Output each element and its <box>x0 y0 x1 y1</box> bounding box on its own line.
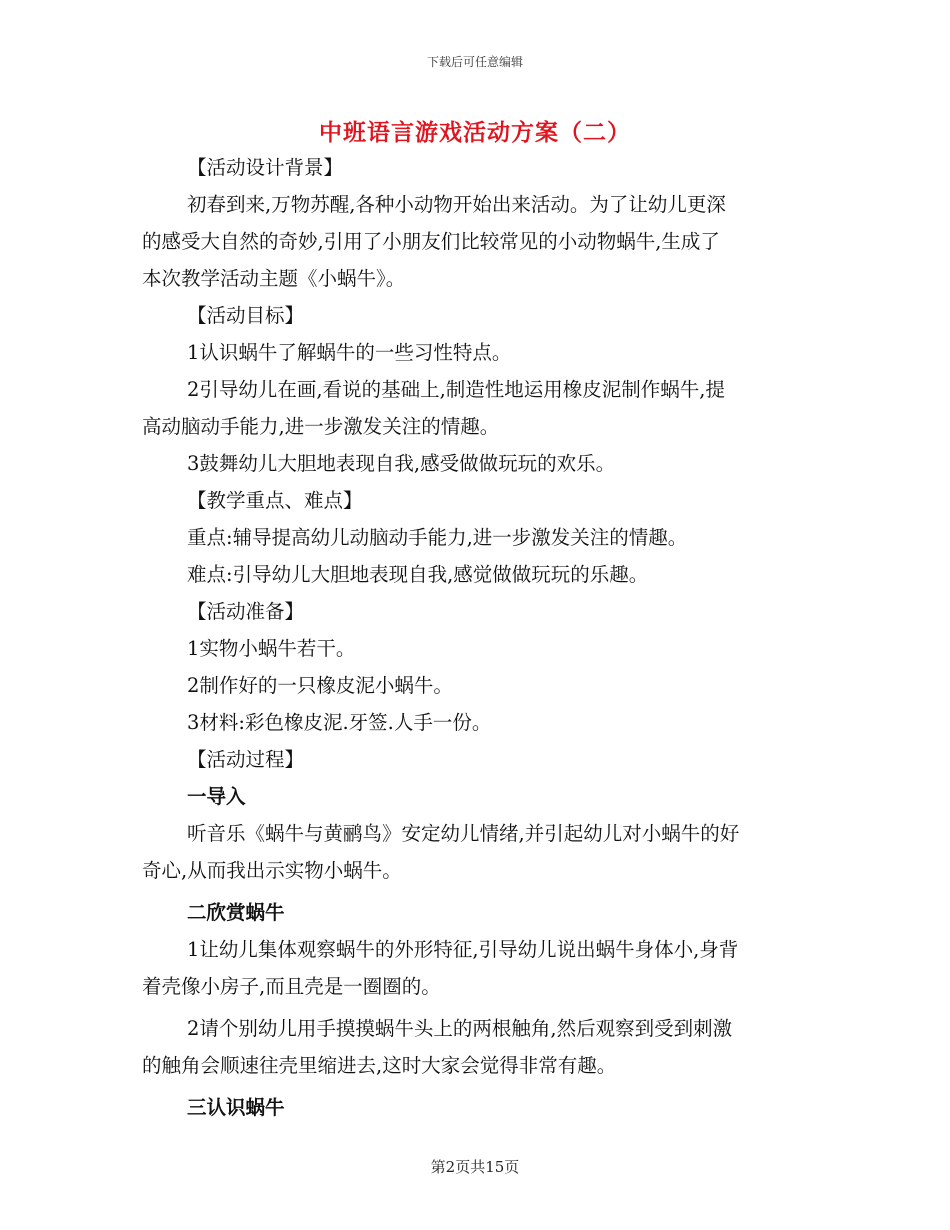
page-number: 第2页共15页 <box>430 1158 520 1176</box>
paragraph-line: 的触角会顺速往壳里缩进去,这时大家会觉得非常有趣。 <box>142 1054 617 1077</box>
subheading-recognize: 三认识蜗牛 <box>187 1096 285 1119</box>
paragraph-line: 1实物小蜗牛若干。 <box>187 637 356 660</box>
section-heading-background: 【活动设计背景】 <box>187 156 344 179</box>
paragraph-line: 的感受大自然的奇妙,引用了小朋友们比较常见的小动物蜗牛,生成了 <box>142 230 720 253</box>
subheading-appreciate: 二欣赏蜗牛 <box>187 901 285 924</box>
section-heading-process: 【活动过程】 <box>187 748 305 771</box>
paragraph-line: 重点:辅导提高幼儿动脑动手能力,进一步激发关注的情趣。 <box>187 526 688 549</box>
paragraph-line: 听音乐《蜗牛与黄鹂鸟》安定幼儿情绪,并引起幼儿对小蜗牛的好 <box>187 822 740 845</box>
paragraph-line: 2制作好的一只橡皮泥小蜗牛。 <box>187 674 453 697</box>
paragraph-line: 初春到来,万物苏醒,各种小动物开始出来活动。为了让幼儿更深 <box>187 193 726 216</box>
section-heading-key-points: 【教学重点、难点】 <box>187 489 363 512</box>
document-title: 中班语言游戏活动方案（二） <box>319 119 631 146</box>
paragraph-line: 2请个别幼儿用手摸摸蜗牛头上的两根触角,然后观察到受到刺激 <box>187 1017 733 1040</box>
header-note: 下载后可任意编辑 <box>426 55 523 69</box>
paragraph-line: 3材料:彩色橡皮泥.牙签.人手一份。 <box>187 711 492 734</box>
paragraph-line: 1让幼儿集体观察蜗牛的外形特征,引导幼儿说出蜗牛身体小,身背 <box>187 938 739 961</box>
section-heading-preparation: 【活动准备】 <box>187 600 305 623</box>
section-heading-goals: 【活动目标】 <box>187 304 305 327</box>
paragraph-line: 本次教学活动主题《小蜗牛》。 <box>142 267 406 290</box>
document-body <box>142 149 812 1126</box>
paragraph-line: 3鼓舞幼儿大胆地表现自我,感受做做玩玩的欢乐。 <box>187 452 616 475</box>
paragraph-line: 高动脑动手能力,进一步激发关注的情趣。 <box>142 415 500 438</box>
paragraph-line: 着壳像小房子,而且壳是一圈圈的。 <box>142 975 441 998</box>
paragraph-line: 2引导幼儿在画,看说的基础上,制造性地运用橡皮泥制作蜗牛,提 <box>187 378 726 401</box>
subheading-intro: 一导入 <box>187 785 246 808</box>
paragraph-line: 1认识蜗牛了解蜗牛的一些习性特点。 <box>187 341 512 364</box>
paragraph-line: 奇心,从而我出示实物小蜗牛。 <box>142 859 402 882</box>
paragraph-line: 难点:引导幼儿大胆地表现自我,感觉做做玩玩的乐趣。 <box>187 563 649 586</box>
